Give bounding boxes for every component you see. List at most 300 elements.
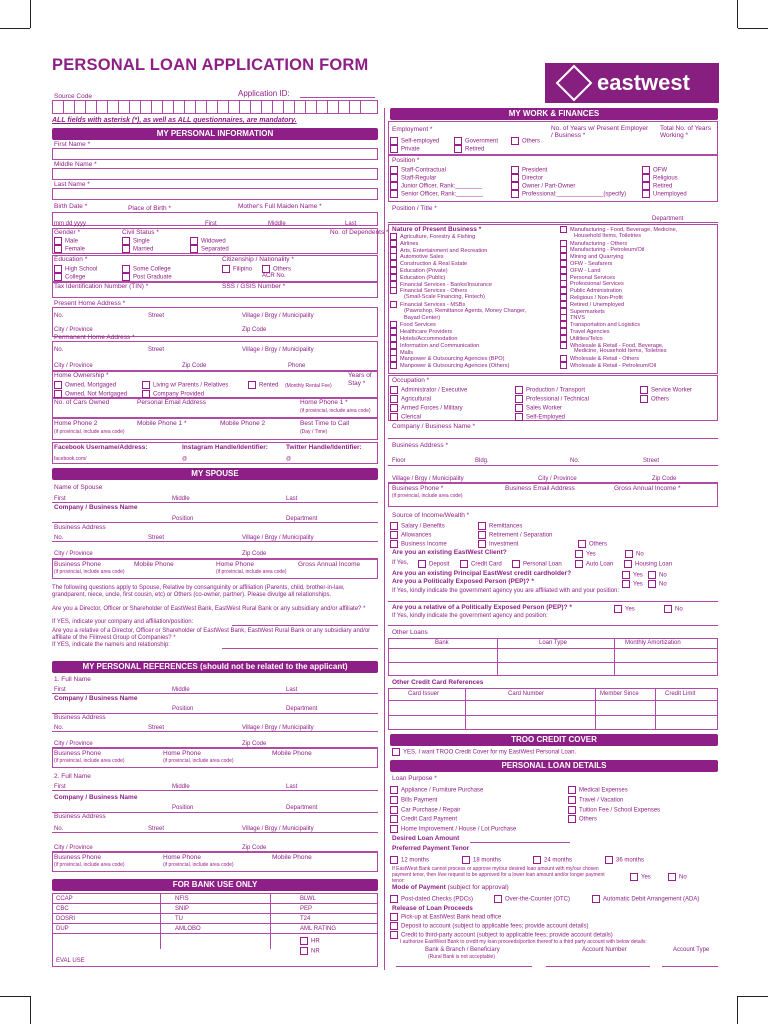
last-hint: Last xyxy=(286,687,298,693)
nature-business-option[interactable]: OFW - Land xyxy=(560,267,600,274)
mm-first-label: First xyxy=(205,221,217,227)
nature-business-option[interactable]: OFW - Seafarers xyxy=(560,260,612,267)
nature-business-option[interactable]: Professional Services xyxy=(560,280,624,287)
cards-col-number: Card Number xyxy=(508,691,545,697)
spouse-home-phone-label: Home Phone xyxy=(216,561,254,568)
pos-retired[interactable]: Retired xyxy=(642,182,672,190)
bank-cell: TU xyxy=(175,916,183,922)
bank-branch-label: Bank & Branch / Beneficiary xyxy=(425,947,500,953)
addr-no-label: No. xyxy=(54,826,64,832)
acr-no-label: ACR No. xyxy=(262,273,286,279)
own-not-mortgaged[interactable]: Owned, Not Mortgaged xyxy=(54,390,127,398)
rental-fee-note: (Monthly Rental Fee) xyxy=(285,383,332,389)
day-time-note: (Day / Time) xyxy=(300,429,328,435)
client-auto-loan[interactable]: Auto Loan xyxy=(575,560,613,568)
ref1-home-phone-label: Home Phone xyxy=(163,750,201,757)
mobile-phone1-label: Mobile Phone 1 * xyxy=(137,420,187,427)
civil-separated[interactable]: Separated xyxy=(190,245,229,253)
position-title-label: Position / Title * xyxy=(392,205,437,212)
mode-otc[interactable]: Over-the-Counter (OTC) xyxy=(494,895,570,903)
occ-armed-forces[interactable]: Armed Forces / Military xyxy=(390,404,463,412)
nature-business-option[interactable]: Food Services xyxy=(390,321,436,328)
position-title-field[interactable] xyxy=(388,222,718,223)
occ-production[interactable]: Production / Transport xyxy=(515,386,585,394)
edu-high-school[interactable]: High School xyxy=(54,265,97,273)
addr-no-label: No. xyxy=(54,313,64,319)
crop-mark xyxy=(30,0,31,28)
mode-pdc[interactable]: Post-dated Checks (PDCs) xyxy=(390,895,473,903)
bank-use-row-divider xyxy=(52,913,378,914)
occ-agricultural[interactable]: Agricultural xyxy=(390,395,431,403)
area-code-note: (if provincial, include area code) xyxy=(163,862,234,868)
troo-checkbox[interactable]: YES, I want TROO Credit Cover for my EastWest Personal Loan. xyxy=(392,748,576,756)
client-housing-loan[interactable]: Housing Loan xyxy=(624,560,672,568)
middle-name-field[interactable] xyxy=(52,168,378,180)
present-address-label: Present Home Address * xyxy=(54,300,126,307)
birth-date-label: Birth Date * xyxy=(54,203,88,210)
tin-label: Tax Identification Number (TIN) * xyxy=(54,283,149,290)
purpose-car[interactable]: Car Purchase / Repair xyxy=(390,806,460,814)
nature-business-option[interactable]: Education (Private) xyxy=(390,267,448,274)
addr-village-label: Village / Brgy / Municipality xyxy=(242,313,314,319)
spouse-mobile-label: Mobile Phone xyxy=(134,561,174,568)
civil-widowed[interactable]: Widowed xyxy=(190,237,226,245)
pep-relative-q: Are you a relative of a Politically Exposed Person (PEP)? * xyxy=(392,604,572,611)
purpose-tuition[interactable]: Tuition Fee / School Expenses xyxy=(568,806,660,814)
nature-business-option[interactable]: TNVS xyxy=(560,314,585,321)
loans-col-divider xyxy=(497,638,498,676)
section-personal-info: MY PERSONAL INFORMATION xyxy=(52,128,378,140)
bank-branch-field[interactable] xyxy=(396,966,532,967)
nature-business-option[interactable]: Supermarkets xyxy=(560,308,605,315)
position-hint: Position xyxy=(172,516,194,522)
pep-yes[interactable]: Yes xyxy=(622,580,643,588)
edu-college[interactable]: College xyxy=(54,273,85,281)
tenor-note: If EastWest Bank cannot process or approve my/our desired loan amount with my/our chosen payment tenor, then I/we request to be approved for a lower loan amount and/or longer payment tenor: xyxy=(392,866,605,884)
addr-village-label: Village / Brgy / Municipality xyxy=(242,535,314,541)
nature-business-option[interactable]: Manufacturing - Petroleum/Oil xyxy=(560,246,644,253)
pos-ofw[interactable]: OFW xyxy=(642,166,667,174)
nature-business-option[interactable]: Personal Services xyxy=(560,274,615,281)
tenor-24[interactable]: 24 months xyxy=(533,856,572,864)
bank-cell: DOSRI xyxy=(56,916,76,922)
src-salary[interactable]: Salary / Benefits xyxy=(390,522,445,530)
tenor-18[interactable]: 18 months xyxy=(462,856,501,864)
own-rented[interactable]: Rented xyxy=(248,381,278,389)
nature-business-label: Nature of Present Business * xyxy=(392,226,482,233)
education-label: Education * xyxy=(54,256,88,263)
twitter-label: Twitter Handle/Identifier: xyxy=(286,444,362,451)
area-code-note: (if provincial, include area code) xyxy=(54,758,125,764)
source-code-boxes xyxy=(52,100,371,113)
nature-business-option[interactable]: Wholesale & Retail - Food, Beverage, xyxy=(560,342,664,349)
emp-self-employed[interactable]: Self-employed xyxy=(390,137,439,145)
own-mortgaged[interactable]: Owned, Mortgaged xyxy=(54,381,116,389)
department-hint: Department xyxy=(286,805,318,811)
nature-business-option: Household Items, Toiletries xyxy=(574,232,642,239)
loans-header-divider xyxy=(388,648,718,649)
gender-label: Gender * xyxy=(54,229,81,236)
pos-owner[interactable]: Owner / Part-Owner xyxy=(511,182,575,190)
addr-city-label: City / Province xyxy=(54,741,93,747)
section-bank-use: FOR BANK USE ONLY xyxy=(52,879,378,891)
nature-business-option[interactable]: Construction & Real Estate xyxy=(390,260,467,267)
client-credit-card[interactable]: Credit Card xyxy=(460,560,502,568)
nature-business-option[interactable]: Financial Services - Banks/Insurance xyxy=(390,281,492,288)
mandatory-note: ALL fields with asterisk (*), as well as ALL questionnaires, are mandatory. xyxy=(52,117,297,124)
pep-relative-note: If Yes, kindly indicate the government agency and position: xyxy=(392,613,548,619)
desired-amount-field[interactable] xyxy=(470,842,570,843)
nature-business-option[interactable]: Hotels/Accommodation xyxy=(390,335,458,342)
nature-business-option[interactable]: Public Administration xyxy=(560,287,622,294)
no-hint: No. xyxy=(570,458,580,464)
ref1-company-label: Company / Business Name xyxy=(54,695,138,702)
area-code-note: (if provincial, include area code) xyxy=(54,429,125,435)
spouse-question-relative: Are you a relative of a Director, Officer or Shareholder of EastWest Bank, EastWest Rural Bank or any subsidiary and/or affiliate of the Filinvest Group of Companies? * xyxy=(52,628,371,641)
twitter-at: @ xyxy=(286,456,292,462)
work-email-label: Business Email Address xyxy=(505,485,575,492)
nature-business-option[interactable]: Information and Communication xyxy=(390,342,479,349)
occ-admin[interactable]: Administrator / Executive xyxy=(390,386,467,394)
department-hint: Department xyxy=(652,216,684,222)
release-label: Release of Loan Proceeds xyxy=(392,905,473,912)
ref1-label: 1. Full Name xyxy=(54,676,91,683)
client-personal-loan[interactable]: Personal Loan xyxy=(512,560,562,568)
bank-use-col-divider xyxy=(160,893,161,949)
addr-no-label: No. xyxy=(54,347,64,353)
release-pickup[interactable]: Pick-up at EastWest Bank head office xyxy=(390,913,501,921)
eastwest-logo xyxy=(545,63,719,103)
place-of-birth-label: Place of Birth * xyxy=(128,205,171,212)
citizen-filipino[interactable]: Filipino xyxy=(222,265,252,273)
src-remittances[interactable]: Remittances xyxy=(478,522,522,530)
addr-zip-label: Zip Code xyxy=(242,327,267,333)
addr-zip-label: Zip Code xyxy=(242,845,267,851)
instagram-at: @ xyxy=(182,456,188,462)
years-present-label: No. of Years w/ Present Employer / Business * xyxy=(551,125,649,139)
ref2-business-phone-label: Business Phone xyxy=(54,854,101,861)
occ-professional[interactable]: Professional / Technical xyxy=(515,395,589,403)
client-deposit[interactable]: Deposit xyxy=(418,560,449,568)
purpose-appliance[interactable]: Appliance / Furniture Purchase xyxy=(390,786,483,794)
addr-village-label: Village / Brgy / Municipality xyxy=(242,725,314,731)
nature-business-option[interactable]: Malls xyxy=(390,349,413,356)
bank-cell: SNIP xyxy=(175,906,190,912)
nature-business-option[interactable]: Wholesale & Retail - Others xyxy=(560,355,639,362)
purpose-credit-card[interactable]: Credit Card Payment xyxy=(390,815,457,823)
nature-business-option[interactable]: Arts, Entertainment and Recreation xyxy=(390,247,487,254)
account-type-field[interactable] xyxy=(662,966,718,967)
pep-no[interactable]: No xyxy=(648,580,667,588)
addr-no-label: No. xyxy=(54,535,64,541)
addr-street-label: Street xyxy=(148,347,165,353)
addr-street-label: Street xyxy=(148,313,165,319)
ref2-label: 2. Full Name xyxy=(54,773,91,780)
spouse-question-director: Are you a Director, Officer or Shareholder of EastWest Bank, EastWest Rural Bank or any subsidiary and/or affiliate? * xyxy=(52,606,366,612)
nature-business-option[interactable]: Retired / Unemployed xyxy=(560,301,624,308)
crop-mark xyxy=(737,0,738,28)
years-of-stay-label: Years of Stay * xyxy=(348,372,372,387)
addr-phone-label: Phone xyxy=(288,363,306,369)
nature-business-option: Medicine, Household Items, Toiletries xyxy=(574,348,667,355)
tenor-12[interactable]: 12 months xyxy=(390,856,429,864)
pos-religious[interactable]: Religious xyxy=(642,174,678,182)
permanent-address-label: Permanent Home Address * xyxy=(54,334,135,341)
mode-ada[interactable]: Automatic Debit Arrangement (ADA) xyxy=(592,895,699,903)
cards-row-divider xyxy=(388,715,718,716)
eval-use-label: EVAL USE xyxy=(56,958,85,964)
addr-village-label: Village / Brgy / Municipality xyxy=(242,826,314,832)
purpose-medical[interactable]: Medical Expenses xyxy=(568,786,628,794)
nature-business-option[interactable]: Transportation and Logistics xyxy=(560,321,640,328)
civil-single[interactable]: Single xyxy=(122,237,150,245)
bank-cell: BLWL xyxy=(300,896,316,902)
loans-col-divider xyxy=(614,638,615,676)
application-id-field[interactable] xyxy=(300,97,375,98)
existing-client-yes[interactable]: Yes xyxy=(575,550,596,558)
cards-col-limit: Credit Limit xyxy=(665,691,696,697)
account-number-label: Account Number xyxy=(582,947,627,953)
spouse-question-intro: The following questions apply to Spouse, Relative by consanguinity or affiliation (Parents, child, brother-in-law, grandparent, niece, uncle, first cousin, etc) or Others (co-owner, partner). Please divulge all relationships. xyxy=(52,585,345,598)
edu-some-college[interactable]: Some College xyxy=(122,265,171,273)
addr-zip-label: Zip Code xyxy=(242,741,267,747)
emp-others[interactable]: Others xyxy=(511,137,540,145)
bank-use-col-divider xyxy=(270,893,271,949)
spouse-names-answer[interactable] xyxy=(222,648,378,649)
addr-village-label: Village / Brgy / Municipality xyxy=(242,347,314,353)
first-hint: First xyxy=(54,496,66,502)
bank-cell: DUP xyxy=(56,926,69,932)
crop-mark xyxy=(738,996,768,997)
own-living-parents[interactable]: Living w/ Parents / Relatives xyxy=(142,381,228,389)
mothers-maiden-label: Mother's Full Maiden Name * xyxy=(238,203,322,210)
zip-hint: Zip Code xyxy=(652,476,677,482)
area-code-note: (if provincial, include area code) xyxy=(54,569,125,575)
src-retirement[interactable]: Retirement / Separation xyxy=(478,531,552,539)
account-number-field[interactable] xyxy=(546,966,650,967)
position-label: Position * xyxy=(392,157,420,164)
ref2-address-line1[interactable] xyxy=(52,832,378,833)
bank-cell: NFIS xyxy=(175,896,189,902)
pep-relative-yes[interactable]: Yes xyxy=(614,605,635,613)
pep-q: Are you a Politically Exposed Person (PEP)? * xyxy=(392,578,534,585)
best-time-label: Best Time to Call xyxy=(300,420,350,427)
occ-clerical[interactable]: Clerical xyxy=(390,413,421,421)
pos-professional[interactable]: Professional:______________(specify) xyxy=(511,190,626,198)
bank-cell: CCAP xyxy=(56,896,73,902)
mobile-phone2-label: Mobile Phone 2 xyxy=(220,420,266,427)
ref1-business-phone-label: Business Phone xyxy=(54,750,101,757)
first-name-field[interactable] xyxy=(52,148,378,160)
nature-business-option[interactable]: Travel Agencies xyxy=(560,328,610,335)
spouse-company-field[interactable] xyxy=(52,522,378,523)
spouse-business-phone-label: Business Phone xyxy=(54,561,101,568)
bank-hr-check[interactable]: HR xyxy=(300,937,320,945)
mode-payment-label: Mode of Payment (subject for approval) xyxy=(392,884,509,891)
occ-others[interactable]: Others xyxy=(640,395,669,403)
section-spouse: MY SPOUSE xyxy=(52,468,378,480)
cars-owned-label: No. of Cars Owned xyxy=(54,399,110,406)
source-income-label: Source of Income/Wealth * xyxy=(392,512,470,519)
total-years-label: Total No. of Years Working * xyxy=(660,125,711,139)
pep-relative-no[interactable]: No xyxy=(664,605,683,613)
home-phone1-label: Home Phone 1 * xyxy=(300,399,348,406)
addr-zip-label: Zip Code xyxy=(182,363,207,369)
pos-president[interactable]: President xyxy=(511,166,547,174)
date-format-hint: mm dd yyyy xyxy=(54,221,87,227)
spouse-address-line1[interactable] xyxy=(52,541,378,542)
application-id-label: Application ID: xyxy=(238,89,290,98)
bank-use-row-divider xyxy=(52,933,378,934)
department-hint: Department xyxy=(286,516,318,522)
addr-city-label: City / Province xyxy=(54,845,93,851)
nature-business-option[interactable]: Financial Services - MSBs xyxy=(390,301,465,308)
src-investment[interactable]: Investment xyxy=(478,540,518,548)
existing-client-no[interactable]: No xyxy=(625,550,644,558)
citizen-others[interactable]: Others xyxy=(262,265,291,273)
floor-hint: Floor xyxy=(392,458,406,464)
work-phone-label: Business Phone * xyxy=(392,485,444,492)
bank-cell: AML RATING xyxy=(300,926,337,932)
nature-business-option[interactable]: Healthcare Providers xyxy=(390,328,452,335)
crop-mark xyxy=(737,996,738,1024)
ref2-name-field[interactable] xyxy=(52,790,378,791)
work-address-label: Business Address * xyxy=(392,442,449,449)
pos-staff-contractual[interactable]: Staff-Contractual xyxy=(390,166,446,174)
principal-card-yes[interactable]: Yes xyxy=(622,571,643,579)
nature-business-option[interactable]: Manufacturing - Others xyxy=(560,240,627,247)
occ-self-employed[interactable]: Self-Employed xyxy=(515,413,565,421)
nature-business-option: Bayad Center) xyxy=(404,314,441,321)
src-business[interactable]: Business Income xyxy=(390,540,447,548)
nature-business-option[interactable]: Education (Public) xyxy=(390,274,445,281)
pos-director[interactable]: Director xyxy=(511,174,543,182)
spouse-business-address-label: Business Address xyxy=(54,524,106,531)
cards-col-divider xyxy=(595,688,596,730)
purpose-others[interactable]: Others xyxy=(568,815,597,823)
facebook-label: Facebook Username/Address: xyxy=(54,444,148,451)
area-code-note: (if provincial, include area code) xyxy=(300,408,371,414)
occupation-label: Occupation * xyxy=(392,377,430,384)
employment-label: Employment * xyxy=(392,126,433,133)
pos-senior-officer[interactable]: Senior Officer, Rank:________ xyxy=(390,190,483,198)
emp-retired[interactable]: Retired xyxy=(454,145,484,153)
occ-sales[interactable]: Sales Worker xyxy=(515,404,562,412)
ref2-company-label: Company / Business Name xyxy=(54,794,138,801)
nature-business-option[interactable]: Mining and Quarrying xyxy=(560,253,623,260)
nature-business-option[interactable]: Manufacturing - Food, Beverage, Medicine, xyxy=(560,226,677,233)
cards-col-divider xyxy=(655,688,656,730)
emp-government[interactable]: Government xyxy=(454,137,498,145)
instagram-label: Instagram Handle/Identifier: xyxy=(182,444,268,451)
civil-status-label: Civil Status * xyxy=(122,229,159,236)
principal-card-no[interactable]: No xyxy=(648,571,667,579)
nature-business-option[interactable]: Religious / Non-Profit xyxy=(560,294,623,301)
loans-col-amort: Monthly Amortization xyxy=(625,640,681,646)
src-allowances[interactable]: Allowances xyxy=(390,531,431,539)
last-hint: Last xyxy=(286,784,298,790)
bank-cell: AMLOBO xyxy=(175,926,201,932)
middle-hint: Middle xyxy=(172,784,190,790)
work-income-label: Gross Annual Income * xyxy=(614,485,681,492)
position-hint: Position xyxy=(172,805,194,811)
nature-business-option[interactable]: Manpower & Outsourcing Agencies (Others) xyxy=(390,362,509,369)
nature-business-option[interactable]: Utilities/Telco xyxy=(560,335,603,342)
purpose-travel[interactable]: Travel / Vacation xyxy=(568,796,623,804)
mm-last-label: Last xyxy=(345,221,357,227)
occ-service[interactable]: Service Worker xyxy=(640,386,692,394)
diamond-logo-icon xyxy=(556,65,593,102)
ref1-name-field[interactable] xyxy=(52,693,378,694)
pep-answer[interactable] xyxy=(388,601,718,602)
own-company[interactable]: Company Provided xyxy=(142,390,204,398)
cards-col-issuer: Card Issuer xyxy=(408,691,440,697)
ref1-address-line1[interactable] xyxy=(52,731,378,732)
present-address-field[interactable] xyxy=(52,307,378,337)
nature-business-option[interactable]: Automotive Sales xyxy=(390,253,444,260)
section-work-finances: MY WORK & FINANCES xyxy=(390,108,718,120)
citizenship-label: Citizenship / Nationality * xyxy=(222,256,294,263)
last-name-field[interactable] xyxy=(52,188,378,200)
spouse-income-label: Gross Annual Income xyxy=(298,561,361,568)
spouse-name-field[interactable] xyxy=(52,502,378,503)
permanent-address-field[interactable] xyxy=(52,341,378,371)
bank-nr-check[interactable]: NR xyxy=(300,947,320,955)
purpose-bills[interactable]: Bills Payment xyxy=(390,796,437,804)
nature-business-option[interactable]: Agriculture, Forestry & Fishing xyxy=(390,233,475,240)
home-phone2-label: Home Phone 2 xyxy=(54,420,98,427)
tenor-lower-no[interactable]: No xyxy=(668,873,687,881)
tenor-36[interactable]: 36 months xyxy=(605,856,644,864)
purpose-home[interactable]: Home Improvement / House / Lot Purchase xyxy=(390,825,516,833)
work-company-field[interactable] xyxy=(388,438,718,439)
pos-junior-officer[interactable]: Junior Officer, Rank:________ xyxy=(390,182,482,190)
gender-male[interactable]: Male xyxy=(54,237,78,245)
spouse-name-label: Name of Spouse xyxy=(54,484,103,491)
edu-post-graduate[interactable]: Post Graduate xyxy=(122,273,172,281)
src-others[interactable]: Others xyxy=(578,540,607,548)
addr-no-label: No. xyxy=(54,725,64,731)
area-code-note: (if provincial, include area code) xyxy=(216,569,287,575)
cards-header-divider xyxy=(388,700,718,701)
pos-unemployed[interactable]: Unemployed xyxy=(642,190,687,198)
nature-business-option[interactable]: Financial Services - Others xyxy=(390,287,467,294)
bank-branch-note: (Rural Bank is not acceptable) xyxy=(428,954,495,960)
spouse-company-answer[interactable] xyxy=(232,625,378,626)
if-yes-label: If Yes, xyxy=(392,560,409,566)
crop-mark xyxy=(0,996,30,997)
addr-street-label: Street xyxy=(148,826,165,832)
nature-business-option[interactable]: Manpower & Outsourcing Agencies (BPO) xyxy=(390,355,504,362)
pep-relative-answer[interactable] xyxy=(388,625,718,626)
release-third-party[interactable]: Credit to third-party account (subject to applicable fees; provide account details) xyxy=(390,931,613,939)
release-deposit[interactable]: Deposit to account (subject to applicable fees; provide account details) xyxy=(390,922,588,930)
civil-married[interactable]: Married xyxy=(122,245,153,253)
pos-staff-regular[interactable]: Staff-Regular xyxy=(390,174,436,182)
village-hint: Village / Brgy / Municipality xyxy=(392,476,464,482)
addr-city-label: City / Province xyxy=(54,327,93,333)
bank-use-row-divider xyxy=(52,903,378,904)
nature-business-option[interactable]: Airlines xyxy=(390,240,418,247)
emp-private[interactable]: Private xyxy=(390,145,420,153)
pep-note: If Yes, kindly indicate the government agency you are affiliated with and your position: xyxy=(392,588,620,594)
tenor-lower-yes[interactable]: Yes xyxy=(630,873,651,881)
gender-female[interactable]: Female xyxy=(54,245,85,253)
work-address-line1[interactable] xyxy=(388,465,718,466)
personal-email-label: Personal Email Address xyxy=(137,399,207,406)
nature-business-option[interactable]: Wholesale & Retail - Petroleum/Oil xyxy=(560,362,656,369)
nature-business-option: (Small-Scale Financing, Fintech) xyxy=(404,294,485,301)
